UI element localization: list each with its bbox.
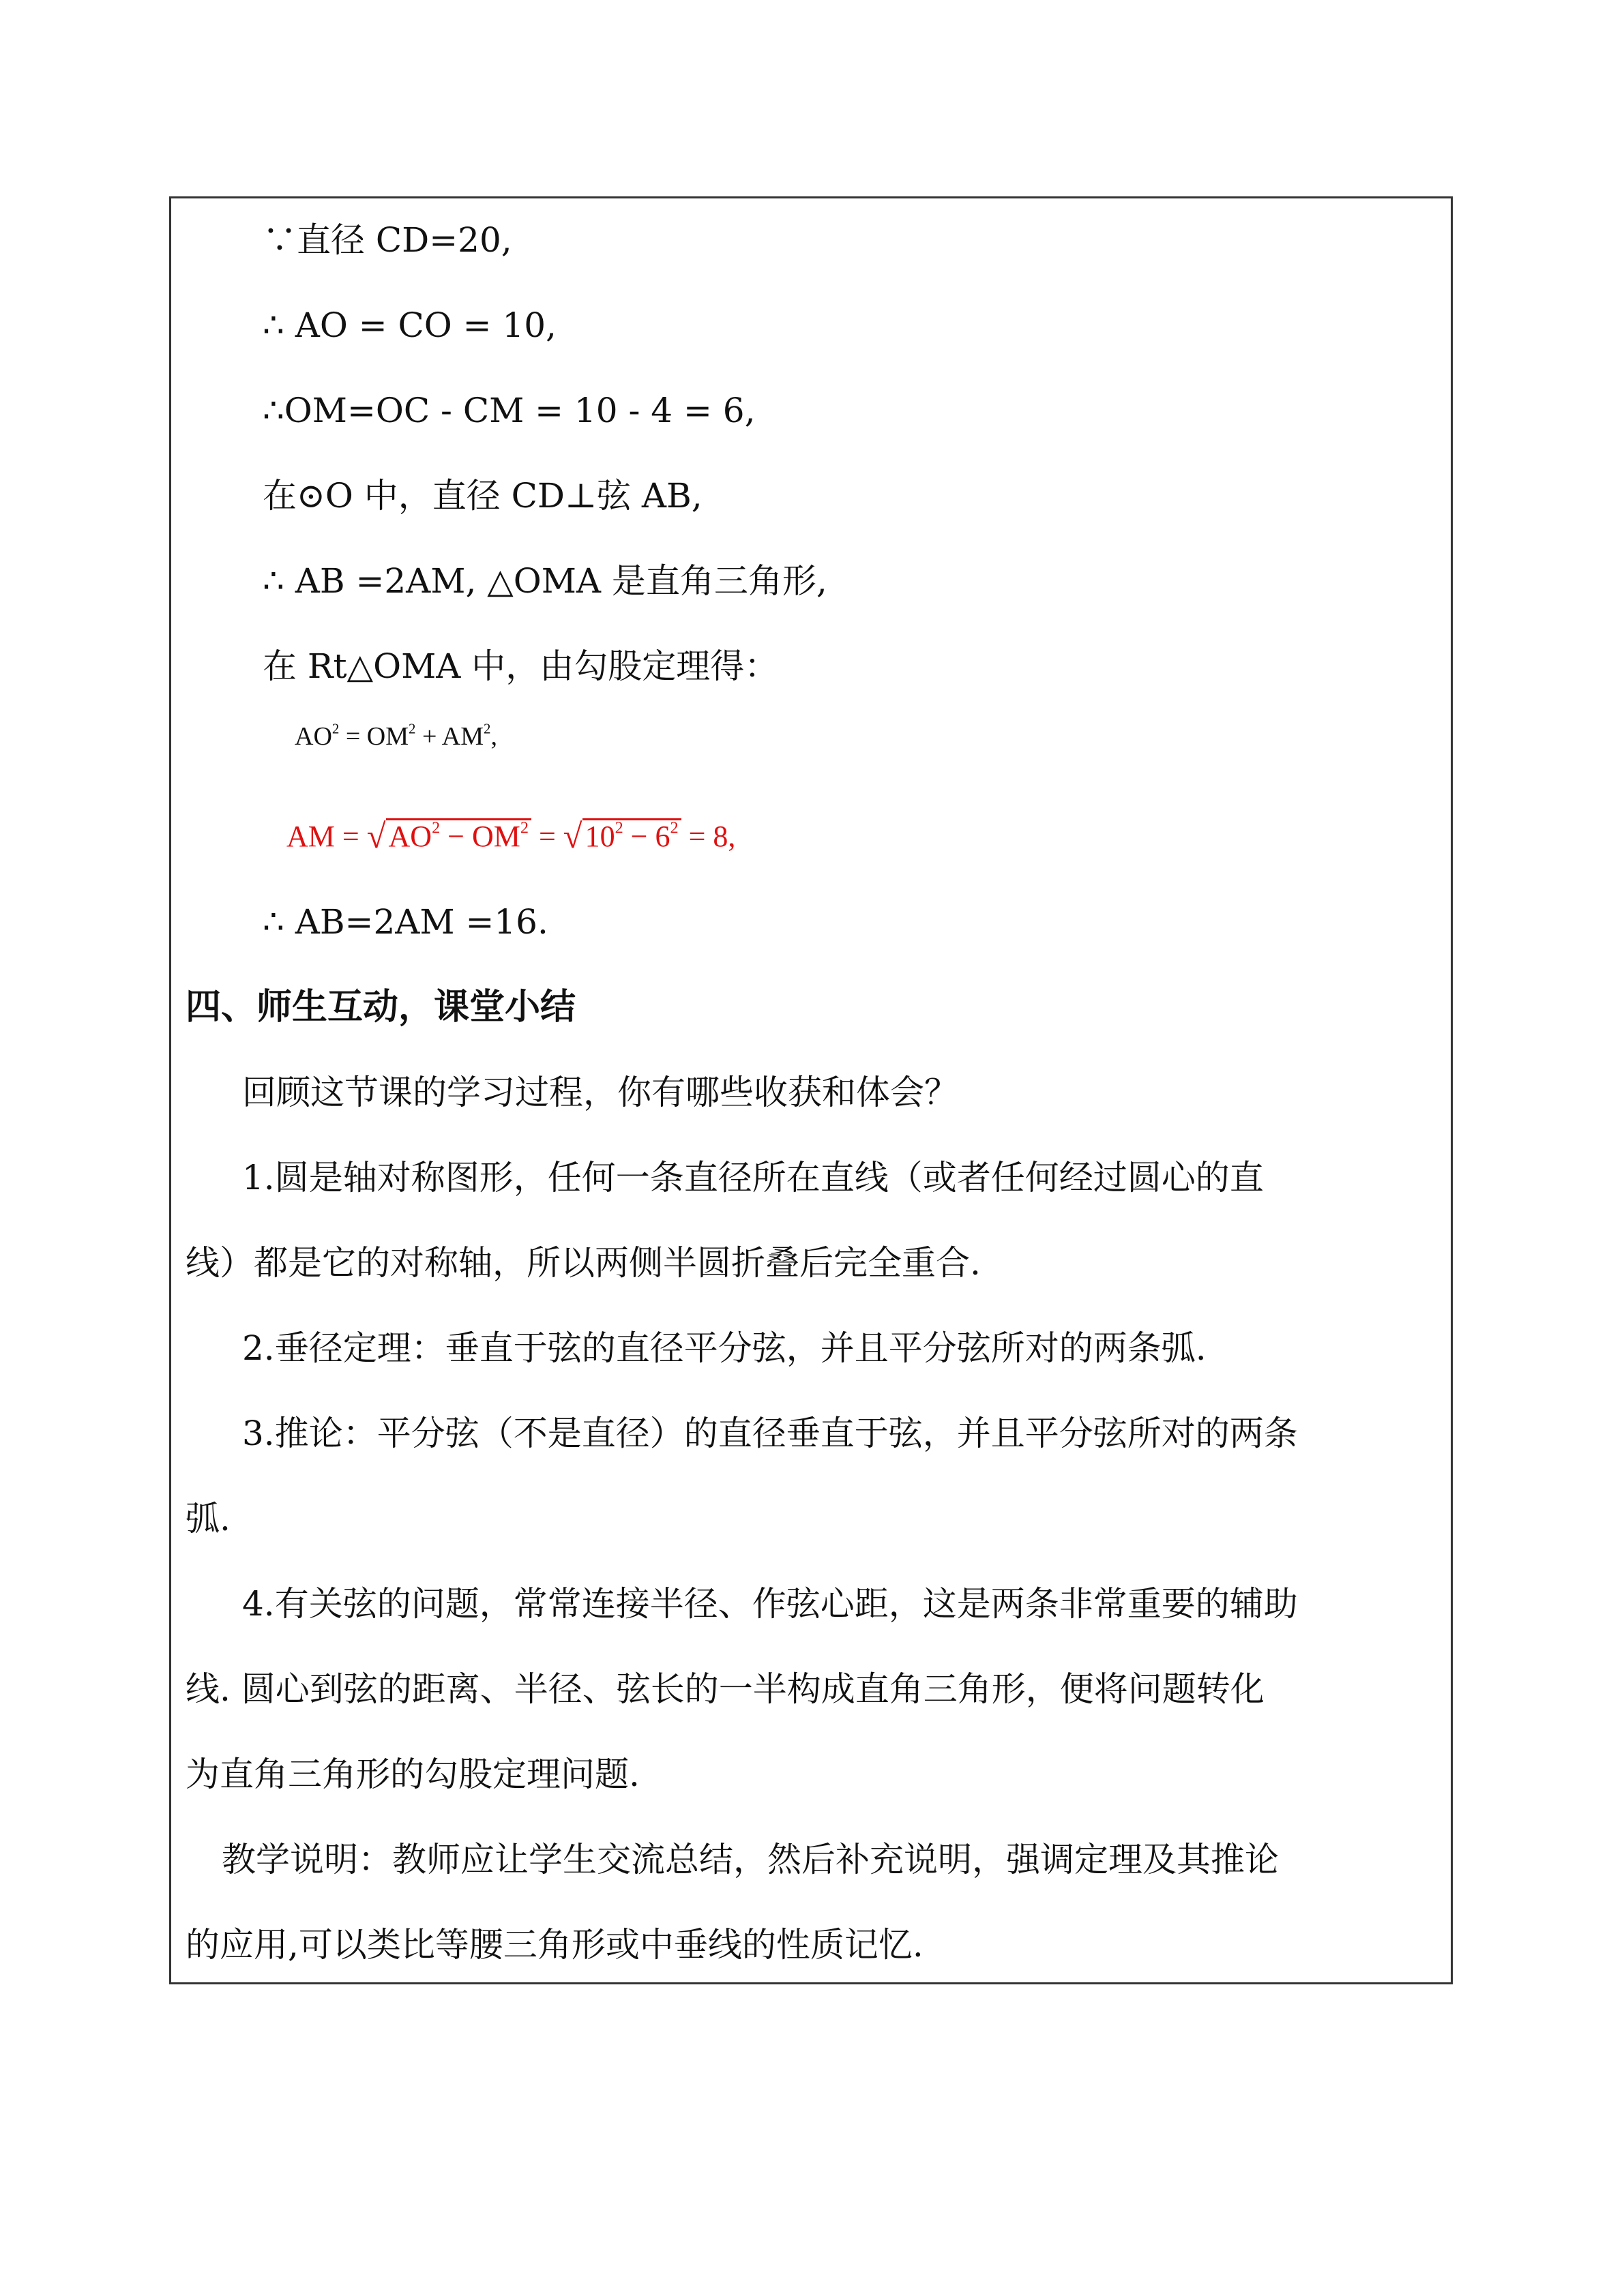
proof-conclusion: ∴ AB=2AM =16. xyxy=(263,902,548,942)
proof-line-4: 在⊙O 中，直径 CD⊥弦 AB, xyxy=(263,476,703,516)
summary-point-3-line-2: 弧. xyxy=(186,1499,231,1538)
proof-line-5: ∴ AB =2AM, △OMA 是直角三角形, xyxy=(263,561,827,601)
summary-intro: 回顾这节课的学习过程，你有哪些收获和体会？ xyxy=(242,1073,958,1112)
summary-point-4-line-3: 为直角三角形的勾股定理问题. xyxy=(186,1755,640,1794)
teaching-note-line-2: 的应用,可以类比等腰三角形或中垂线的性质记忆. xyxy=(186,1925,924,1965)
summary-point-1-line-1: 1.圆是轴对称图形，任何一条直径所在直线（或者任何经过圆心的直 xyxy=(242,1158,1264,1197)
formula-pythagoras: $AO^2 = OM^2 + AM^2$, xyxy=(295,720,497,751)
summary-point-1-line-2: 线）都是它的对称轴，所以两侧半圆折叠后完全重合. xyxy=(186,1243,981,1283)
summary-point-4-line-1: 4.有关弦的问题，常常连接半径、作弦心距，这是两条非常重要的辅助 xyxy=(242,1584,1298,1624)
summary-point-2: 2.垂径定理：垂直于弦的直径平分弦，并且平分弦所对的两条弧. xyxy=(242,1328,1207,1368)
teaching-note-line-1: 教学说明：教师应让学生交流总结，然后补充说明，强调定理及其推论 xyxy=(222,1840,1279,1879)
formula-am-value: AM = $√AO^2 - OM^2 = √10^2 - 6^2 = 8$, xyxy=(286,815,735,854)
section-heading: 四、师生互动，课堂小结 xyxy=(186,987,576,1028)
summary-point-4-line-2: 线. 圆心到弦的距离、半径、弦长的一半构成直角三角形，便将问题转化 xyxy=(186,1669,1265,1709)
sqrt-10-6: $√10^2 - 6^2$ xyxy=(563,815,681,854)
sqrt-ao-om: $√AO^2 - OM^2$ xyxy=(367,815,531,854)
proof-line-6: 在 Rt△OMA 中，由勾股定理得： xyxy=(263,646,779,686)
proof-line-1: ∵直径 CD=20, xyxy=(263,220,512,260)
proof-line-2: ∴ AO = CO = 10, xyxy=(263,305,557,345)
proof-line-3: ∴OM=OC - CM = 10 - 4 = 6, xyxy=(263,391,756,430)
summary-point-3-line-1: 3.推论：平分弦（不是直径）的直径垂直于弦，并且平分弦所对的两条 xyxy=(242,1414,1298,1453)
